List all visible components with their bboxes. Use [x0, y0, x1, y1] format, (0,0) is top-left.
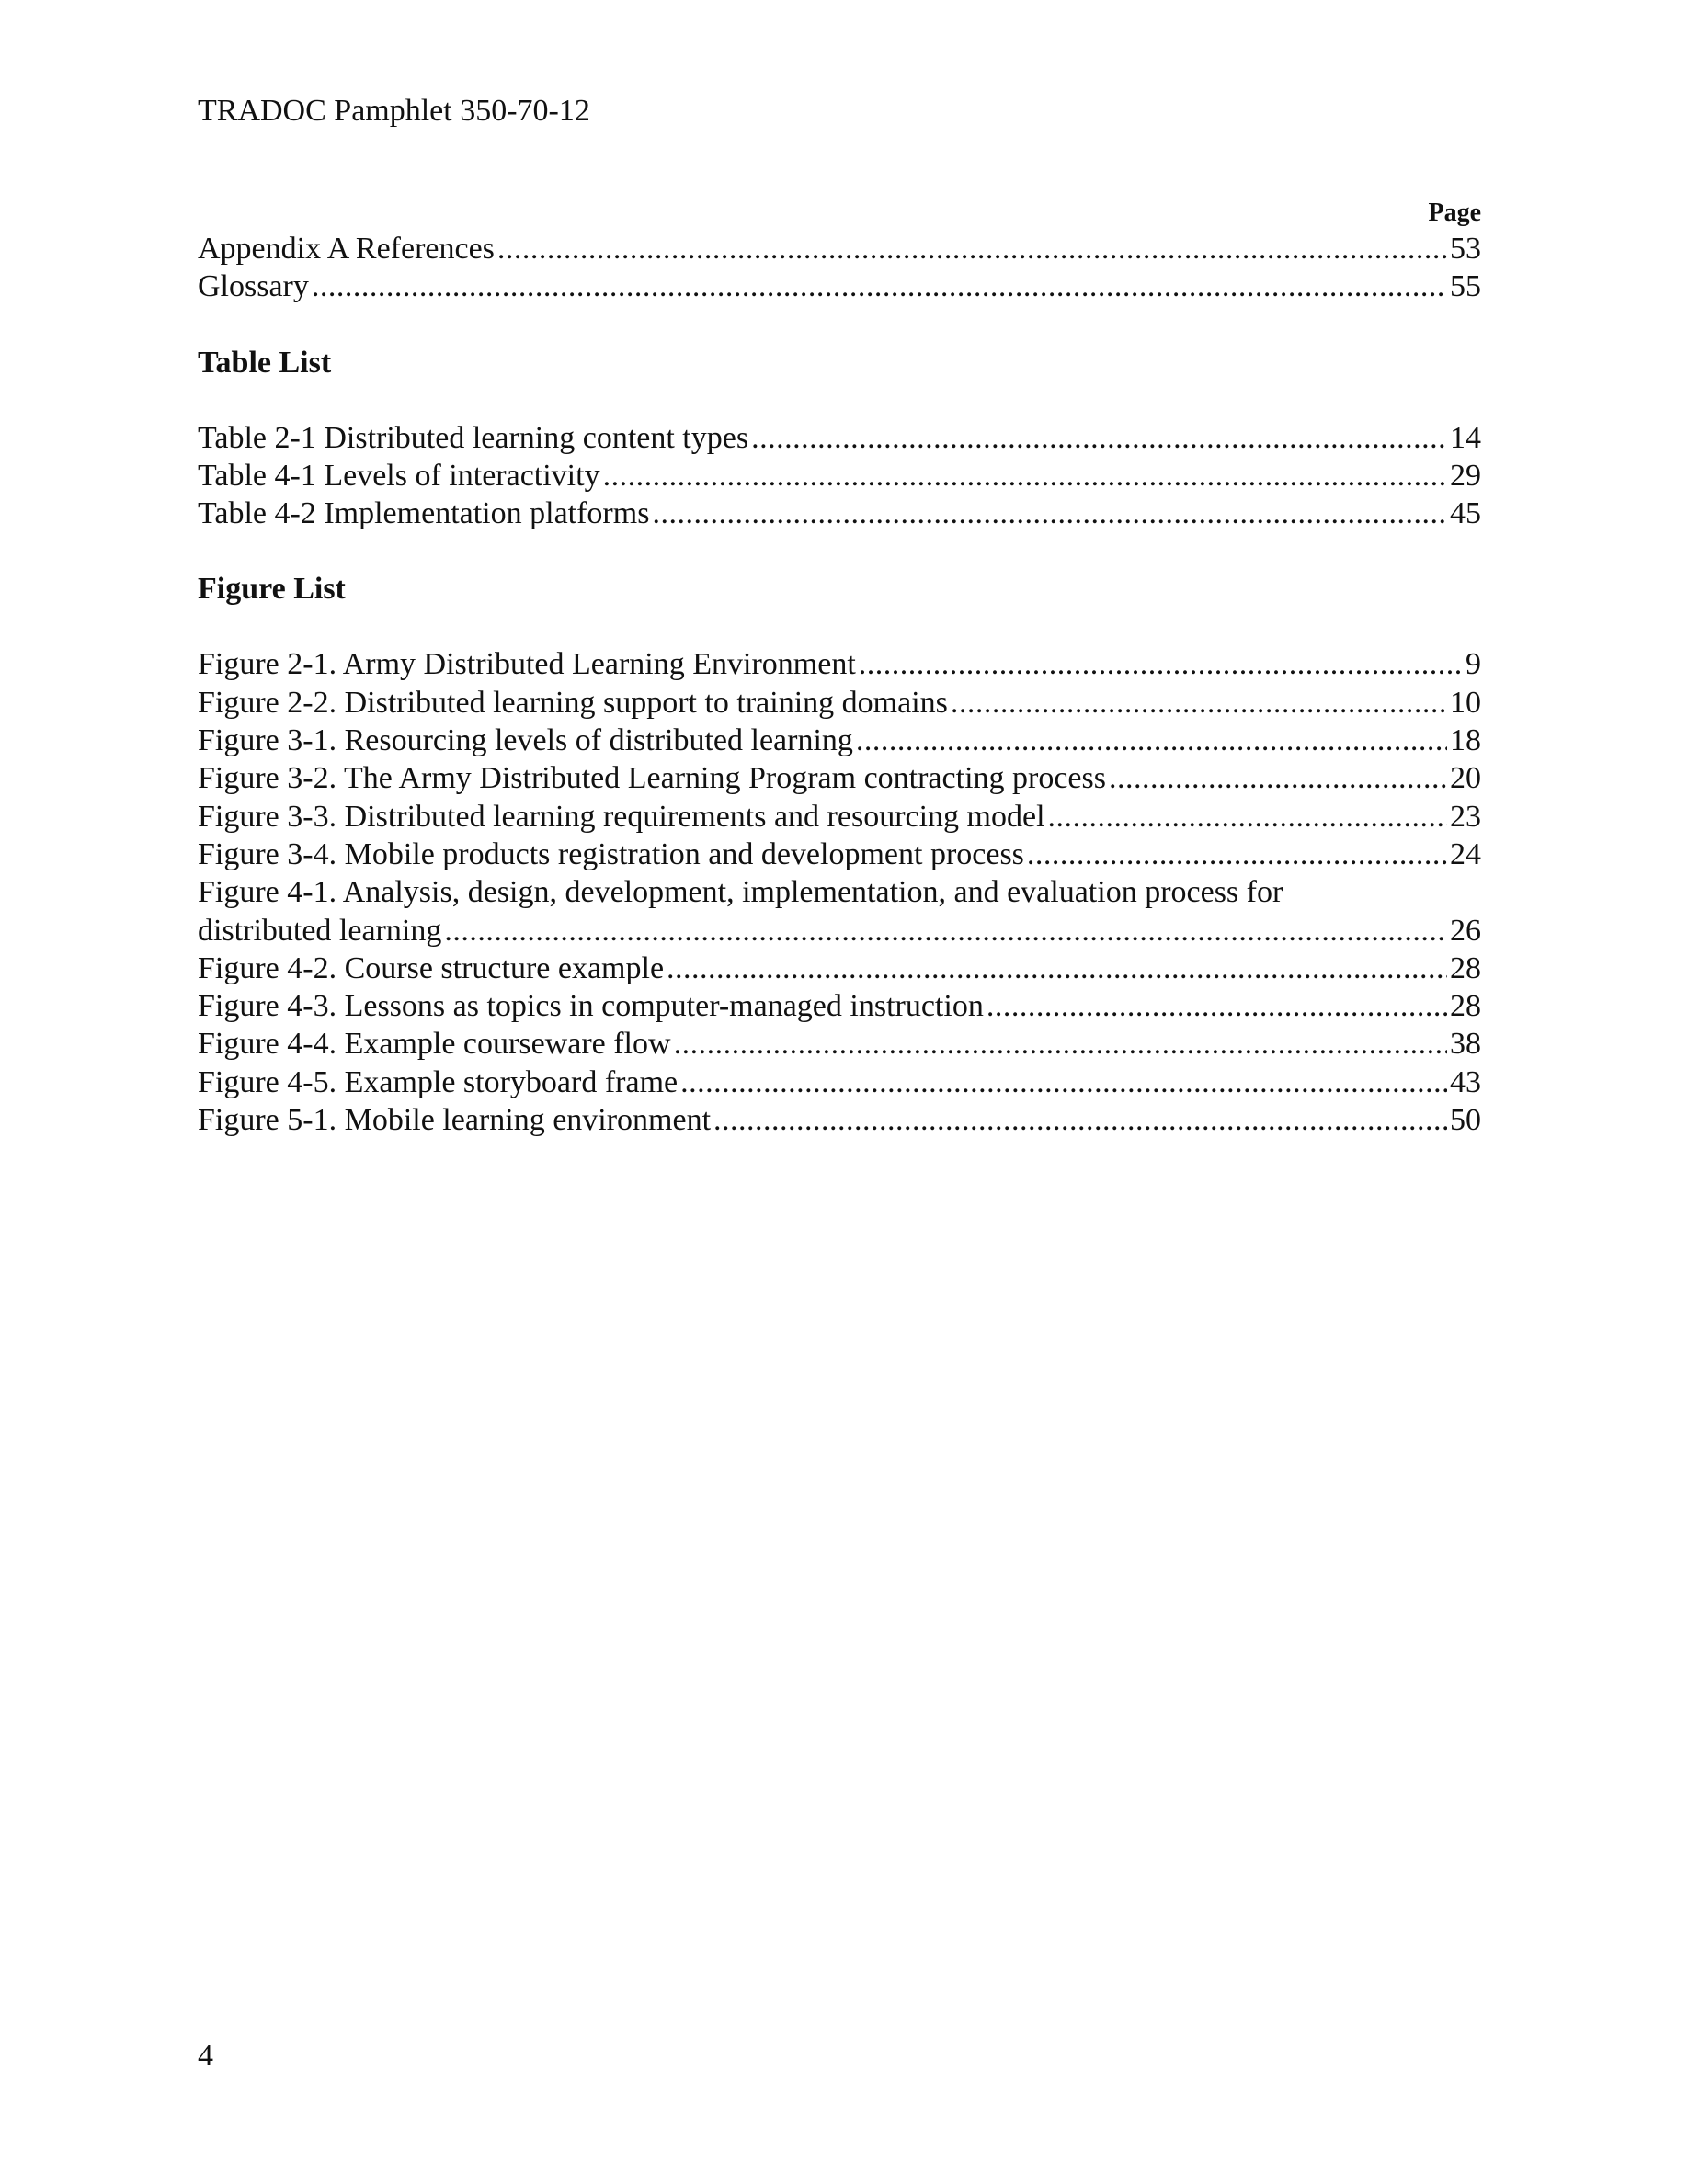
toc-entry-title: Glossary: [198, 269, 309, 304]
figure-entry-title: Figure 3-2. The Army Distributed Learning Program contracting process: [198, 761, 1106, 796]
dot-leader: [987, 987, 1447, 1025]
page-column-label: Page: [1428, 199, 1481, 227]
figure-list-entry[interactable]: [198, 987, 1481, 1025]
toc-entry-glossary[interactable]: [198, 267, 1481, 305]
table-entry-page: 45: [1450, 496, 1481, 531]
figure-entry-title: Figure 3-3. Distributed learning requirements and resourcing model: [198, 799, 1045, 834]
table-entry-page: 29: [1450, 458, 1481, 493]
toc-entry-appendix-a[interactable]: [198, 230, 1481, 267]
dot-leader: [856, 722, 1447, 759]
table-entry-title: Table 2-1 Distributed learning content types: [198, 420, 749, 455]
figure-entry-title: Figure 3-4. Mobile products registration and development process: [198, 836, 1024, 871]
dot-leader: [713, 1101, 1447, 1139]
figure-entry-title: distributed learning: [198, 913, 442, 948]
document-header: TRADOC Pamphlet 350-70-12: [198, 94, 590, 128]
toc-entry-title: Appendix A References: [198, 232, 495, 266]
dot-leader: [859, 645, 1463, 683]
figure-entry-title: Figure 4-2. Course structure example: [198, 950, 665, 985]
toc-entry-page: 53: [1450, 232, 1481, 266]
figure-entry-title: Figure 4-4. Example courseware flow: [198, 1027, 671, 1062]
figure-entry-page: 23: [1450, 799, 1481, 834]
dot-leader: [312, 267, 1447, 305]
figure-entry-page: 26: [1450, 913, 1481, 948]
figure-list-entry[interactable]: [198, 684, 1481, 722]
table-list-entry[interactable]: [198, 495, 1481, 532]
dot-leader: [497, 230, 1447, 267]
figure-entry-page: 28: [1450, 950, 1481, 985]
figure-list-entry[interactable]: [198, 950, 1481, 987]
dot-leader: [951, 684, 1447, 722]
figure-entry-page: 9: [1466, 647, 1481, 682]
figure-list-entry[interactable]: [198, 1064, 1481, 1101]
dot-leader: [1048, 798, 1447, 836]
dot-leader: [667, 950, 1447, 987]
figure-entry-title: Figure 3-1. Resourcing levels of distributed learning: [198, 723, 853, 758]
table-entry-title: Table 4-2 Implementation platforms: [198, 496, 650, 531]
table-entry-page: 14: [1450, 420, 1481, 455]
dot-leader: [674, 1025, 1447, 1063]
figure-entry-title: Figure 4-5. Example storyboard frame: [198, 1064, 679, 1099]
toc-entry-page: 55: [1450, 269, 1481, 304]
figure-entry-page: 38: [1450, 1027, 1481, 1062]
figure-entry-page: 24: [1450, 836, 1481, 871]
figure-list-entry[interactable]: [198, 1025, 1481, 1063]
figure-entry-page: 43: [1450, 1064, 1481, 1099]
table-entry-title: Table 4-1 Levels of interactivity: [198, 458, 600, 493]
figure-entry-page: 50: [1450, 1103, 1481, 1138]
figure-entry-title: Figure 4-3. Lessons as topics in computer-managed instruction: [198, 989, 984, 1024]
figure-entry-title: Figure 2-1. Army Distributed Learning Environment: [198, 647, 856, 682]
table-list-entry[interactable]: [198, 457, 1481, 495]
table-list-entry[interactable]: [198, 419, 1481, 457]
figure-list-heading: Figure List: [198, 572, 346, 607]
dot-leader: [680, 1064, 1447, 1101]
dot-leader: [603, 457, 1447, 495]
figure-entry-title: Figure 5-1. Mobile learning environment: [198, 1103, 712, 1138]
figure-list-entry[interactable]: [198, 759, 1481, 797]
page-number: 4: [198, 2039, 213, 2073]
figure-list-entry[interactable]: [198, 722, 1481, 759]
figure-entry-page: 18: [1450, 723, 1481, 758]
table-of-contents: [198, 197, 1481, 1139]
figure-entry-page: 28: [1450, 989, 1481, 1024]
dot-leader: [652, 495, 1447, 532]
figure-entry-title-line1: Figure 4-1. Analysis, design, development, implementation, and evaluation process for: [198, 875, 1283, 910]
figure-entry-title: Figure 2-2. Distributed learning support to training domains: [198, 685, 948, 720]
figure-list-entry[interactable]: [198, 798, 1481, 836]
dot-leader: [1027, 836, 1447, 873]
figure-entry-page: 10: [1450, 685, 1481, 720]
dot-leader: [1109, 759, 1447, 797]
figure-list-entry[interactable]: [198, 645, 1481, 683]
figure-list-entry-wrapped[interactable]: [198, 873, 1481, 950]
dot-leader: [751, 419, 1447, 457]
table-list-heading: Table List: [198, 345, 332, 380]
dot-leader: [444, 912, 1447, 950]
figure-entry-page: 20: [1450, 761, 1481, 796]
figure-list-entry[interactable]: [198, 1101, 1481, 1139]
figure-list-entry[interactable]: [198, 836, 1481, 873]
